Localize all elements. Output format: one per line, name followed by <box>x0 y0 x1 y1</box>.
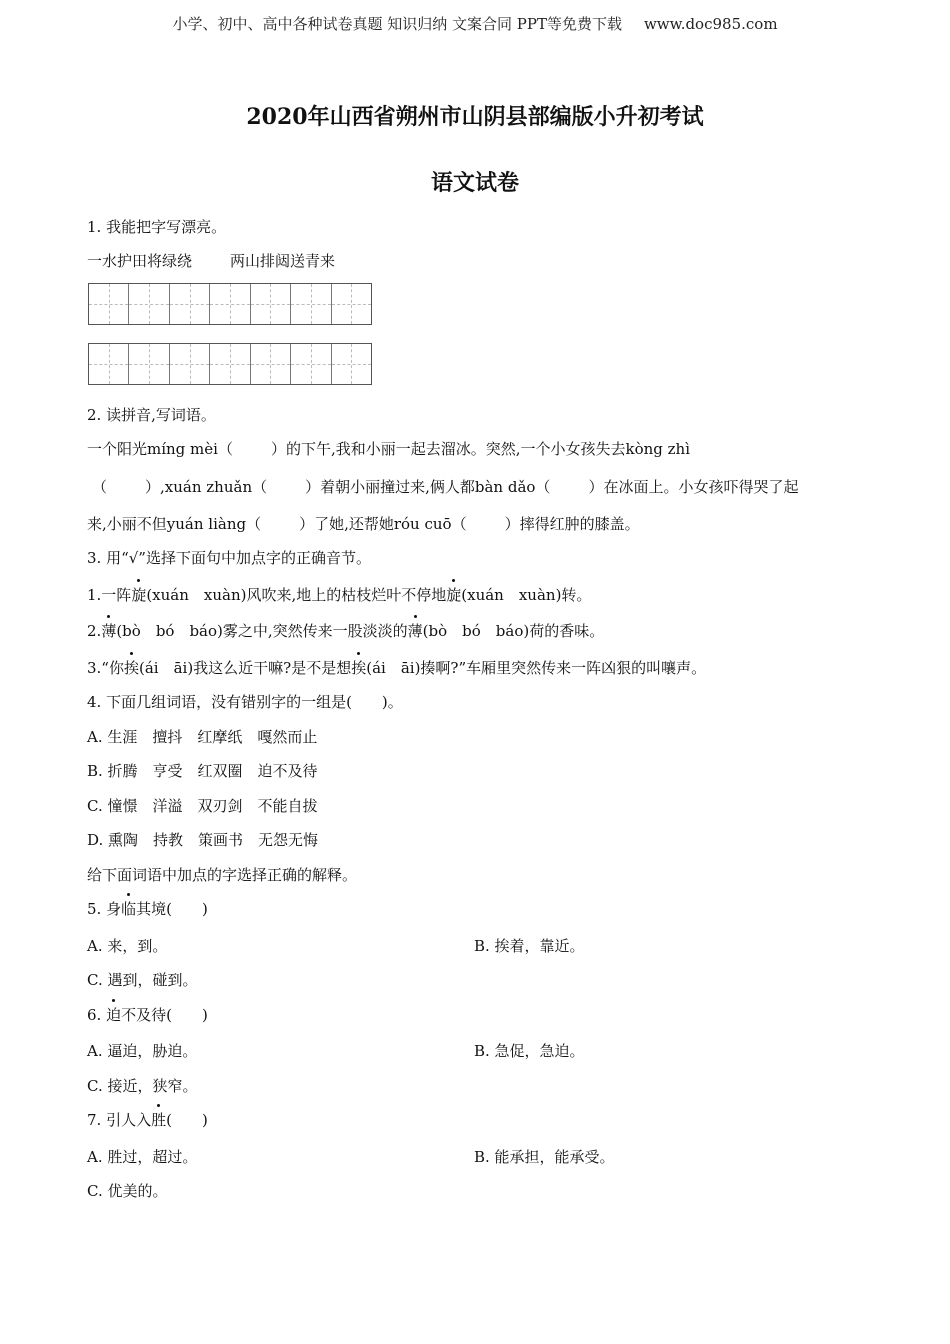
q5-option-c[interactable]: C. 遇到，碰到。 <box>87 971 198 989</box>
q5-option-b[interactable]: B. 挨着，靠近。 <box>474 937 585 955</box>
q3-sentence-1: 1.一阵旋(xuán xuàn)风吹来,地上的枯枝烂叶不停地旋(xuán xuàn)转。 <box>87 586 592 604</box>
header-text: 小学、初中、高中各种试卷真题 知识归纳 文案合同 PPT等免费下载 <box>172 15 622 33</box>
exam-title: 2020年山西省朔州市山阴县部编版小升初考试 <box>246 104 704 130</box>
q1-phrases <box>87 251 335 271</box>
q2-line-3: 来,小丽不但yuán liàng（ ）了她,还帮她róu cuō（ ）摔得红肿的膝盖。 <box>87 515 640 533</box>
q4-prompt: 4. 下面几组词语，没有错别字的一组是( )。 <box>87 693 403 711</box>
q3-sentence-2: 2.薄(bò bó báo)雾之中,突然传来一股淡淡的薄(bò bó báo)荷的香味。 <box>87 622 605 640</box>
q7-option-b[interactable]: B. 能承担，能承受。 <box>474 1148 615 1166</box>
q1-phrase-2: 两山排闼送青来 <box>230 252 336 270</box>
q6-prompt: 6. 迫不及待( ) <box>87 1006 208 1024</box>
q7-prompt: 7. 引人入胜( ) <box>87 1111 208 1129</box>
q4-option-a[interactable]: A. 生涯 擅抖 红摩纸 嘎然而止 <box>87 728 318 746</box>
header-site: www.doc985.com <box>643 15 778 33</box>
q4-option-d[interactable]: D. 熏陶 持教 策画书 无怨无悔 <box>87 831 319 849</box>
writing-grid-1[interactable] <box>88 283 372 325</box>
q6-option-c[interactable]: C. 接近，狭窄。 <box>87 1077 198 1095</box>
q2-line-1: 一个阳光míng mèi（ ）的下午,我和小丽一起去溜冰。突然,一个小女孩失去kòng zhì <box>87 440 691 458</box>
q7-option-a[interactable]: A. 胜过，超过。 <box>87 1148 198 1166</box>
q1-prompt: 1. 我能把字写漂亮。 <box>87 218 227 236</box>
q6-option-b[interactable]: B. 急促，急迫。 <box>474 1042 585 1060</box>
q7-option-c[interactable]: C. 优美的。 <box>87 1182 168 1200</box>
q4-option-c[interactable]: C. 憧憬 洋溢 双刃剑 不能自拔 <box>87 797 318 815</box>
q3-sentence-3: 3.“你挨(ái āi)我这么近干嘛?是不是想挨(ái āi)揍啊?”车厢里突然传来一阵凶狠的叫嚷声。 <box>87 659 707 677</box>
exam-subtitle: 语文试卷 <box>430 170 519 196</box>
q1-phrase-1: 一水护田将绿绕 <box>87 252 193 270</box>
page-header <box>0 13 950 34</box>
q6-option-a[interactable]: A. 逼迫，胁迫。 <box>87 1042 198 1060</box>
q2-prompt: 2. 读拼音,写词语。 <box>87 406 216 424</box>
q5-option-a[interactable]: A. 来，到。 <box>87 937 168 955</box>
q5-prompt: 5. 身临其境( ) <box>87 900 208 918</box>
q3-prompt: 3. 用“√”选择下面句中加点字的正确音节。 <box>87 549 371 567</box>
instruction: 给下面词语中加点的字选择正确的解释。 <box>87 866 358 884</box>
q4-option-b[interactable]: B. 折腾 亨受 红双圈 迫不及待 <box>87 762 318 780</box>
writing-grid-2[interactable] <box>88 343 372 385</box>
q2-line-2: （ ）,xuán zhuǎn（ ）着朝小丽撞过来,俩人都bàn dǎo（ ）在冰面上。小女孩吓得哭了起 <box>92 478 799 496</box>
